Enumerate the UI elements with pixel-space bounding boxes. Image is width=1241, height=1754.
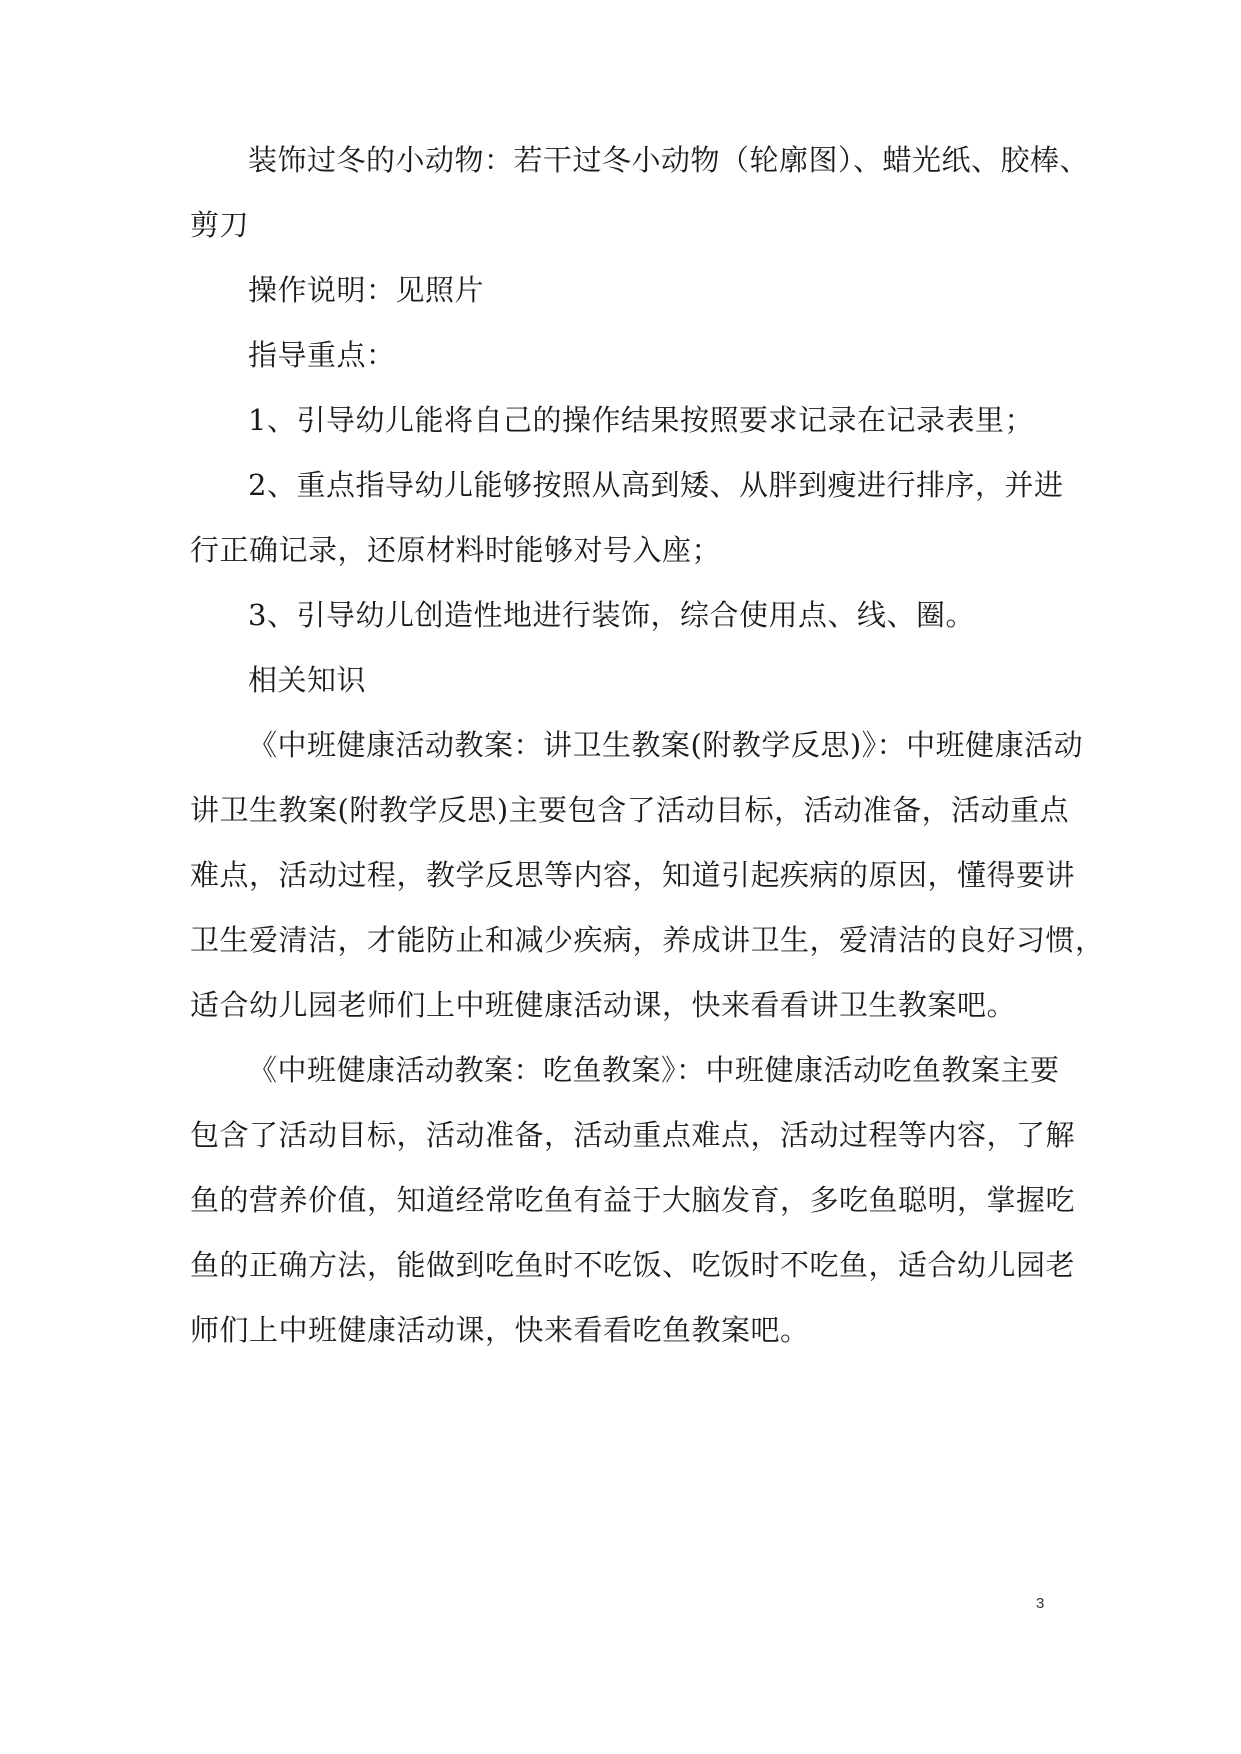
text-line: 行正确记录，还原材料时能够对号入座； [190,533,722,567]
text-line: 包含了活动目标，活动准备，活动重点难点，活动过程等内容，了解 [190,1118,1076,1152]
text-line: 剪刀 [190,208,250,242]
text-line: 2、重点指导幼儿能够按照从高到矮、从胖到瘦进行排序，并进 [248,468,1064,502]
text-line: 适合幼儿园老师们上中班健康活动课，快来看看讲卫生教案吧。 [190,988,1017,1022]
text-line: 1、引导幼儿能将自己的操作结果按照要求记录在记录表里； [248,403,1034,437]
text-line: 鱼的正确方法，能做到吃鱼时不吃饭、吃饭时不吃鱼，适合幼儿园老 [190,1248,1076,1282]
text-line: 讲卫生教案(附教学反思)主要包含了活动目标，活动准备，活动重点 [190,793,1070,827]
text-line: 3、引导幼儿创造性地进行装饰，综合使用点、线、圈。 [248,598,975,632]
text-line: 师们上中班健康活动课，快来看看吃鱼教案吧。 [190,1313,810,1347]
text-line: 指导重点： [248,338,396,372]
text-line: 卫生爱清洁，才能防止和减少疾病，养成讲卫生，爱清洁的良好习惯， [190,923,1105,957]
text-line: 装饰过冬的小动物：若干过冬小动物（轮廓图）、蜡光纸、胶棒、 [248,143,1090,177]
text-line: 《中班健康活动教案：吃鱼教案》：中班健康活动吃鱼教案主要 [248,1053,1060,1087]
text-line: 操作说明：见照片 [248,273,485,307]
page-number: 3 [1036,1595,1045,1612]
text-line: 相关知识 [248,663,367,697]
text-line: 难点，活动过程，教学反思等内容，知道引起疾病的原因，懂得要讲 [190,858,1076,892]
text-line: 鱼的营养价值，知道经常吃鱼有益于大脑发育，多吃鱼聪明，掌握吃 [190,1183,1076,1217]
text-line: 《中班健康活动教案：讲卫生教案(附教学反思)》：中班健康活动 [248,728,1084,762]
